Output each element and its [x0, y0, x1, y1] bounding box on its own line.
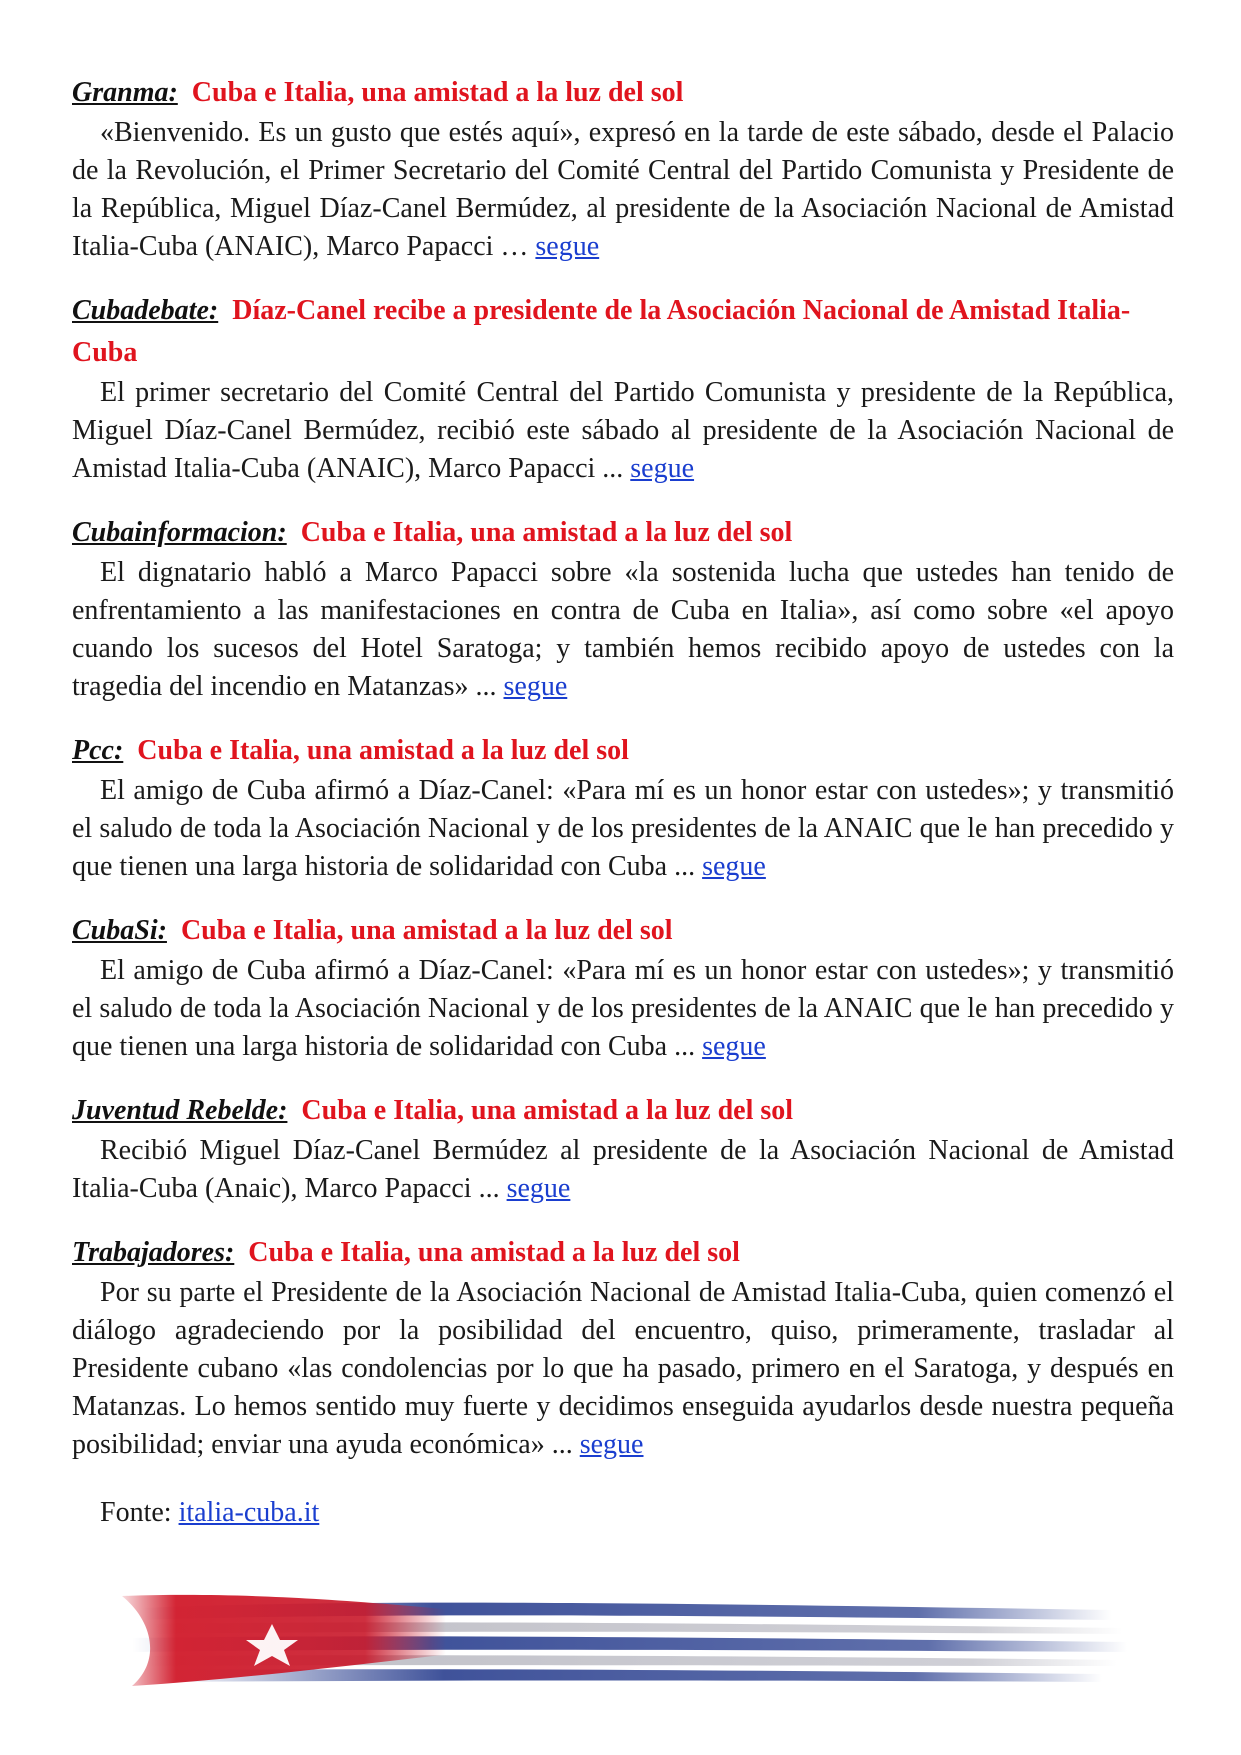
article-text: «Bienvenido. Es un gusto que estés aquí», expresó en la tarde de este sábado, desde el Palacio de la Revolución, el Primer Secretario del Comité Central del Partido Comunista y Presidente de la República, Miguel Díaz-Canel Bermúdez, al presidente de la Asociación Nacional de Amistad Italia-Cuba (ANAIC), Marco Papacci …	[72, 117, 1174, 262]
cuban-flag-icon	[122, 1590, 1132, 1690]
article-source: Juventud Rebelde:	[72, 1095, 288, 1126]
article-text: El amigo de Cuba afirmó a Díaz-Canel: «Para mí es un honor estar con ustedes»; y transmitió el saludo de toda la Asociación Nacional y de los presidentes de la ANAIC que le han precedido y que tienen una larga historia de solidaridad con Cuba ...	[72, 955, 1174, 1062]
read-more-link[interactable]: segue	[702, 1031, 766, 1062]
article-summary	[72, 1132, 1174, 1208]
read-more-link[interactable]: segue	[506, 1173, 571, 1204]
article-headline	[72, 910, 1174, 952]
article-title: Díaz-Canel recibe a presidente de la Asociación Nacional de Amistad Italia-Cuba	[72, 295, 1131, 368]
article-summary	[72, 1274, 1174, 1464]
article-summary	[72, 374, 1174, 488]
article-title: Cuba e Italia, una amistad a la luz del sol	[180, 915, 673, 946]
article-title: Cuba e Italia, una amistad a la luz del sol	[300, 517, 793, 548]
source-footer-label: Fonte:	[100, 1497, 179, 1528]
article-cubadebate	[72, 290, 1174, 488]
article-source: Cubadebate:	[72, 295, 219, 326]
article-source: Cubainformacion:	[72, 517, 287, 548]
article-summary	[72, 554, 1174, 706]
article-pcc	[72, 730, 1174, 886]
article-source: Granma:	[72, 77, 178, 108]
article-text: El primer secretario del Comité Central del Partido Comunista y presidente de la República, Miguel Díaz-Canel Bermúdez, recibió este sábado al presidente de la Asociación Nacional de Amistad Italia-Cuba (ANAIC), Marco Papacci ...	[72, 377, 1174, 484]
article-summary	[72, 772, 1174, 886]
article-trabajadores	[72, 1232, 1174, 1464]
article-source: Pcc:	[72, 735, 124, 766]
article-text: Recibió Miguel Díaz-Canel Bermúdez al presidente de la Asociación Nacional de Amistad Italia-Cuba (Anaic), Marco Papacci ...	[72, 1135, 1174, 1204]
article-source: Trabajadores:	[72, 1237, 235, 1268]
article-source: CubaSi:	[72, 915, 167, 946]
article-summary	[72, 114, 1174, 266]
article-text: Por su parte el Presidente de la Asociación Nacional de Amistad Italia-Cuba, quien comenzó el diálogo agradeciendo por la posibilidad del encuentro, quiso, primeramente, trasladar al Presidente cubano «las condolencias por lo que ha pasado, primero en el Saratoga, y después en Matanzas. Lo hemos sentido muy fuerte y decidimos enseguida ayudarlos desde nuestra pequeña posibilidad; enviar una ayuda económica» ...	[72, 1277, 1174, 1460]
article-headline	[72, 72, 1174, 114]
article-granma	[72, 72, 1174, 266]
read-more-link[interactable]: segue	[503, 671, 568, 702]
article-headline	[72, 730, 1174, 772]
article-headline	[72, 1090, 1174, 1132]
read-more-link[interactable]: segue	[702, 851, 766, 882]
article-title: Cuba e Italia, una amistad a la luz del sol	[191, 77, 684, 108]
read-more-link[interactable]: segue	[630, 453, 695, 484]
read-more-link[interactable]: segue	[535, 231, 600, 262]
article-text: El amigo de Cuba afirmó a Díaz-Canel: «Para mí es un honor estar con ustedes»; y transmitió el saludo de toda la Asociación Nacional y de los presidentes de la ANAIC que le han precedido y que tienen una larga historia de solidaridad con Cuba ...	[72, 775, 1174, 882]
source-footer	[72, 1494, 1174, 1532]
article-text: El dignatario habló a Marco Papacci sobre «la sostenida lucha que ustedes han tenido de enfrentamiento a las manifestaciones en contra de Cuba en Italia», así como sobre «el apoyo cuando los sucesos del Hotel Saratoga; y también hemos recibido apoyo de ustedes con la tragedia del incendio en Matanzas» ...	[72, 557, 1174, 702]
article-cubasi	[72, 910, 1174, 1066]
article-title: Cuba e Italia, una amistad a la luz del sol	[137, 735, 629, 766]
source-website-link[interactable]: italia-cuba.it	[178, 1497, 320, 1528]
article-headline	[72, 512, 1174, 554]
article-headline	[72, 1232, 1174, 1274]
article-title: Cuba e Italia, una amistad a la luz del sol	[301, 1095, 794, 1126]
article-summary	[72, 952, 1174, 1066]
article-juventud-rebelde	[72, 1090, 1174, 1208]
article-cubainformacion	[72, 512, 1174, 706]
document-page	[72, 72, 1174, 1532]
article-title: Cuba e Italia, una amistad a la luz del sol	[248, 1237, 740, 1268]
article-headline	[72, 290, 1174, 374]
read-more-link[interactable]: segue	[579, 1429, 644, 1460]
